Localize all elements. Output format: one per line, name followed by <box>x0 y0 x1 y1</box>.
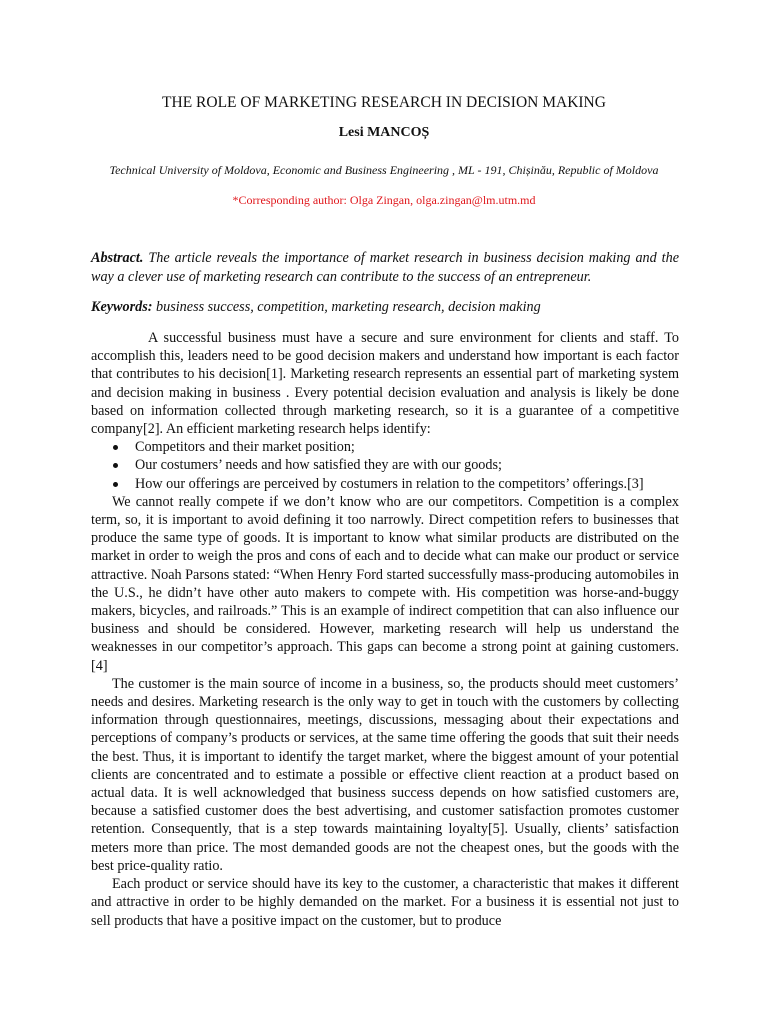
keywords-label: Keywords: <box>91 299 153 315</box>
keywords-text: business success, competition, marketing research, decision making <box>152 299 541 315</box>
bullet-icon <box>113 482 118 487</box>
bullet-text: Competitors and their market position; <box>135 439 355 456</box>
bullet-item <box>91 456 679 474</box>
bullet-text: How our offerings are perceived by costumers in relation to the competitors’ offerings.[3] <box>135 475 644 492</box>
bullet-item <box>91 475 679 493</box>
author-affiliation: Technical University of Moldova, Economic and Business Engineering , ML - 191, Chișinău, Republic of Moldova <box>109 163 659 177</box>
paragraph-1: A successful business must have a secure and sure environment for clients and staff. To accomplish this, leaders need to be good decision makers and understand how important is each factor that contributes to his decision[1]. Marketing research represents an essential part of marketing system and decision making in business . Every potential decision evaluation and analysis is likely be done based on information collected through marketing research, so it is a guarantee of a competitive company[2]. An efficient marketing research helps identify: <box>91 330 679 438</box>
bullet-item <box>91 438 679 456</box>
author-name: Lesi MANCOȘ <box>338 125 430 140</box>
abstract <box>91 249 679 287</box>
paragraph-3: The customer is the main source of income in a business, so, the products should meet customers’ needs and desires. Marketing research is the only way to get in touch with the customers by collecting information through questionnaires, meetings, discussions, messaging about their expectations and perceptions of company’s products or services, at the same time offering the goods that suit their needs the best. Thus, it is important to identify the target market, where the biggest amount of your potential clients are concentrated and to estimate a possible or effective client reaction at a product based on actual data. It is well acknowledged that business success depends on how satisfied customers are, because a satisfied customer does the best advertising, and customer satisfaction promotes customer retention. Consequently, that is a step towards maintaining loyalty[5]. Usually, clients’ satisfaction meters more than price. The most demanded goods are not the cheapest ones, but the goods with the best price-quality ratio. <box>91 675 679 874</box>
paragraph-2: We cannot really compete if we don’t know who are our competitors. Competition is a complex term, so, it is important to avoid defining it too narrowly. Direct competition refers to businesses that produce the same type of goods. It is important to know what similar products are distributed on the market in order to weigh the pros and cons of each and to decide what can make our product or service attractive. Noah Parsons stated: “When Henry Ford started successfully mass-producing automobiles in the U.S., he didn’t have other auto makers to compete with. His competition was horse-and-buggy makers, bicycles, and railroads.” This is an example of indirect competition that can also influence our business and should be considered. However, marketing research will help us understand the weaknesses in our competitor’s approach. This gaps can become a strong point at gaining customers. [4] <box>91 493 679 674</box>
abstract-text: The article reveals the importance of market research in business decision making and the way a clever use of marketing research can contribute to the success of an entrepreneur. <box>91 250 679 285</box>
bullet-text: Our costumers’ needs and how satisfied they are with our goods; <box>135 457 502 474</box>
corresponding-author: *Corresponding author: Olga Zingan, olga.zingan@lm.utm.md <box>232 193 536 207</box>
bullet-icon <box>113 463 118 468</box>
keywords <box>91 298 679 317</box>
bullet-list <box>91 438 679 493</box>
body-text <box>91 329 679 930</box>
paper-title: THE ROLE OF MARKETING RESEARCH IN DECISION MAKING <box>162 94 606 111</box>
paragraph-4: Each product or service should have its key to the customer, a characteristic that makes it different and attractive in order to be highly demanded on the market. For a business it is essential not just to sell products that have a positive impact on the customer, but to produce <box>91 876 679 929</box>
bullet-icon <box>113 445 118 450</box>
abstract-label: Abstract. <box>91 250 144 266</box>
